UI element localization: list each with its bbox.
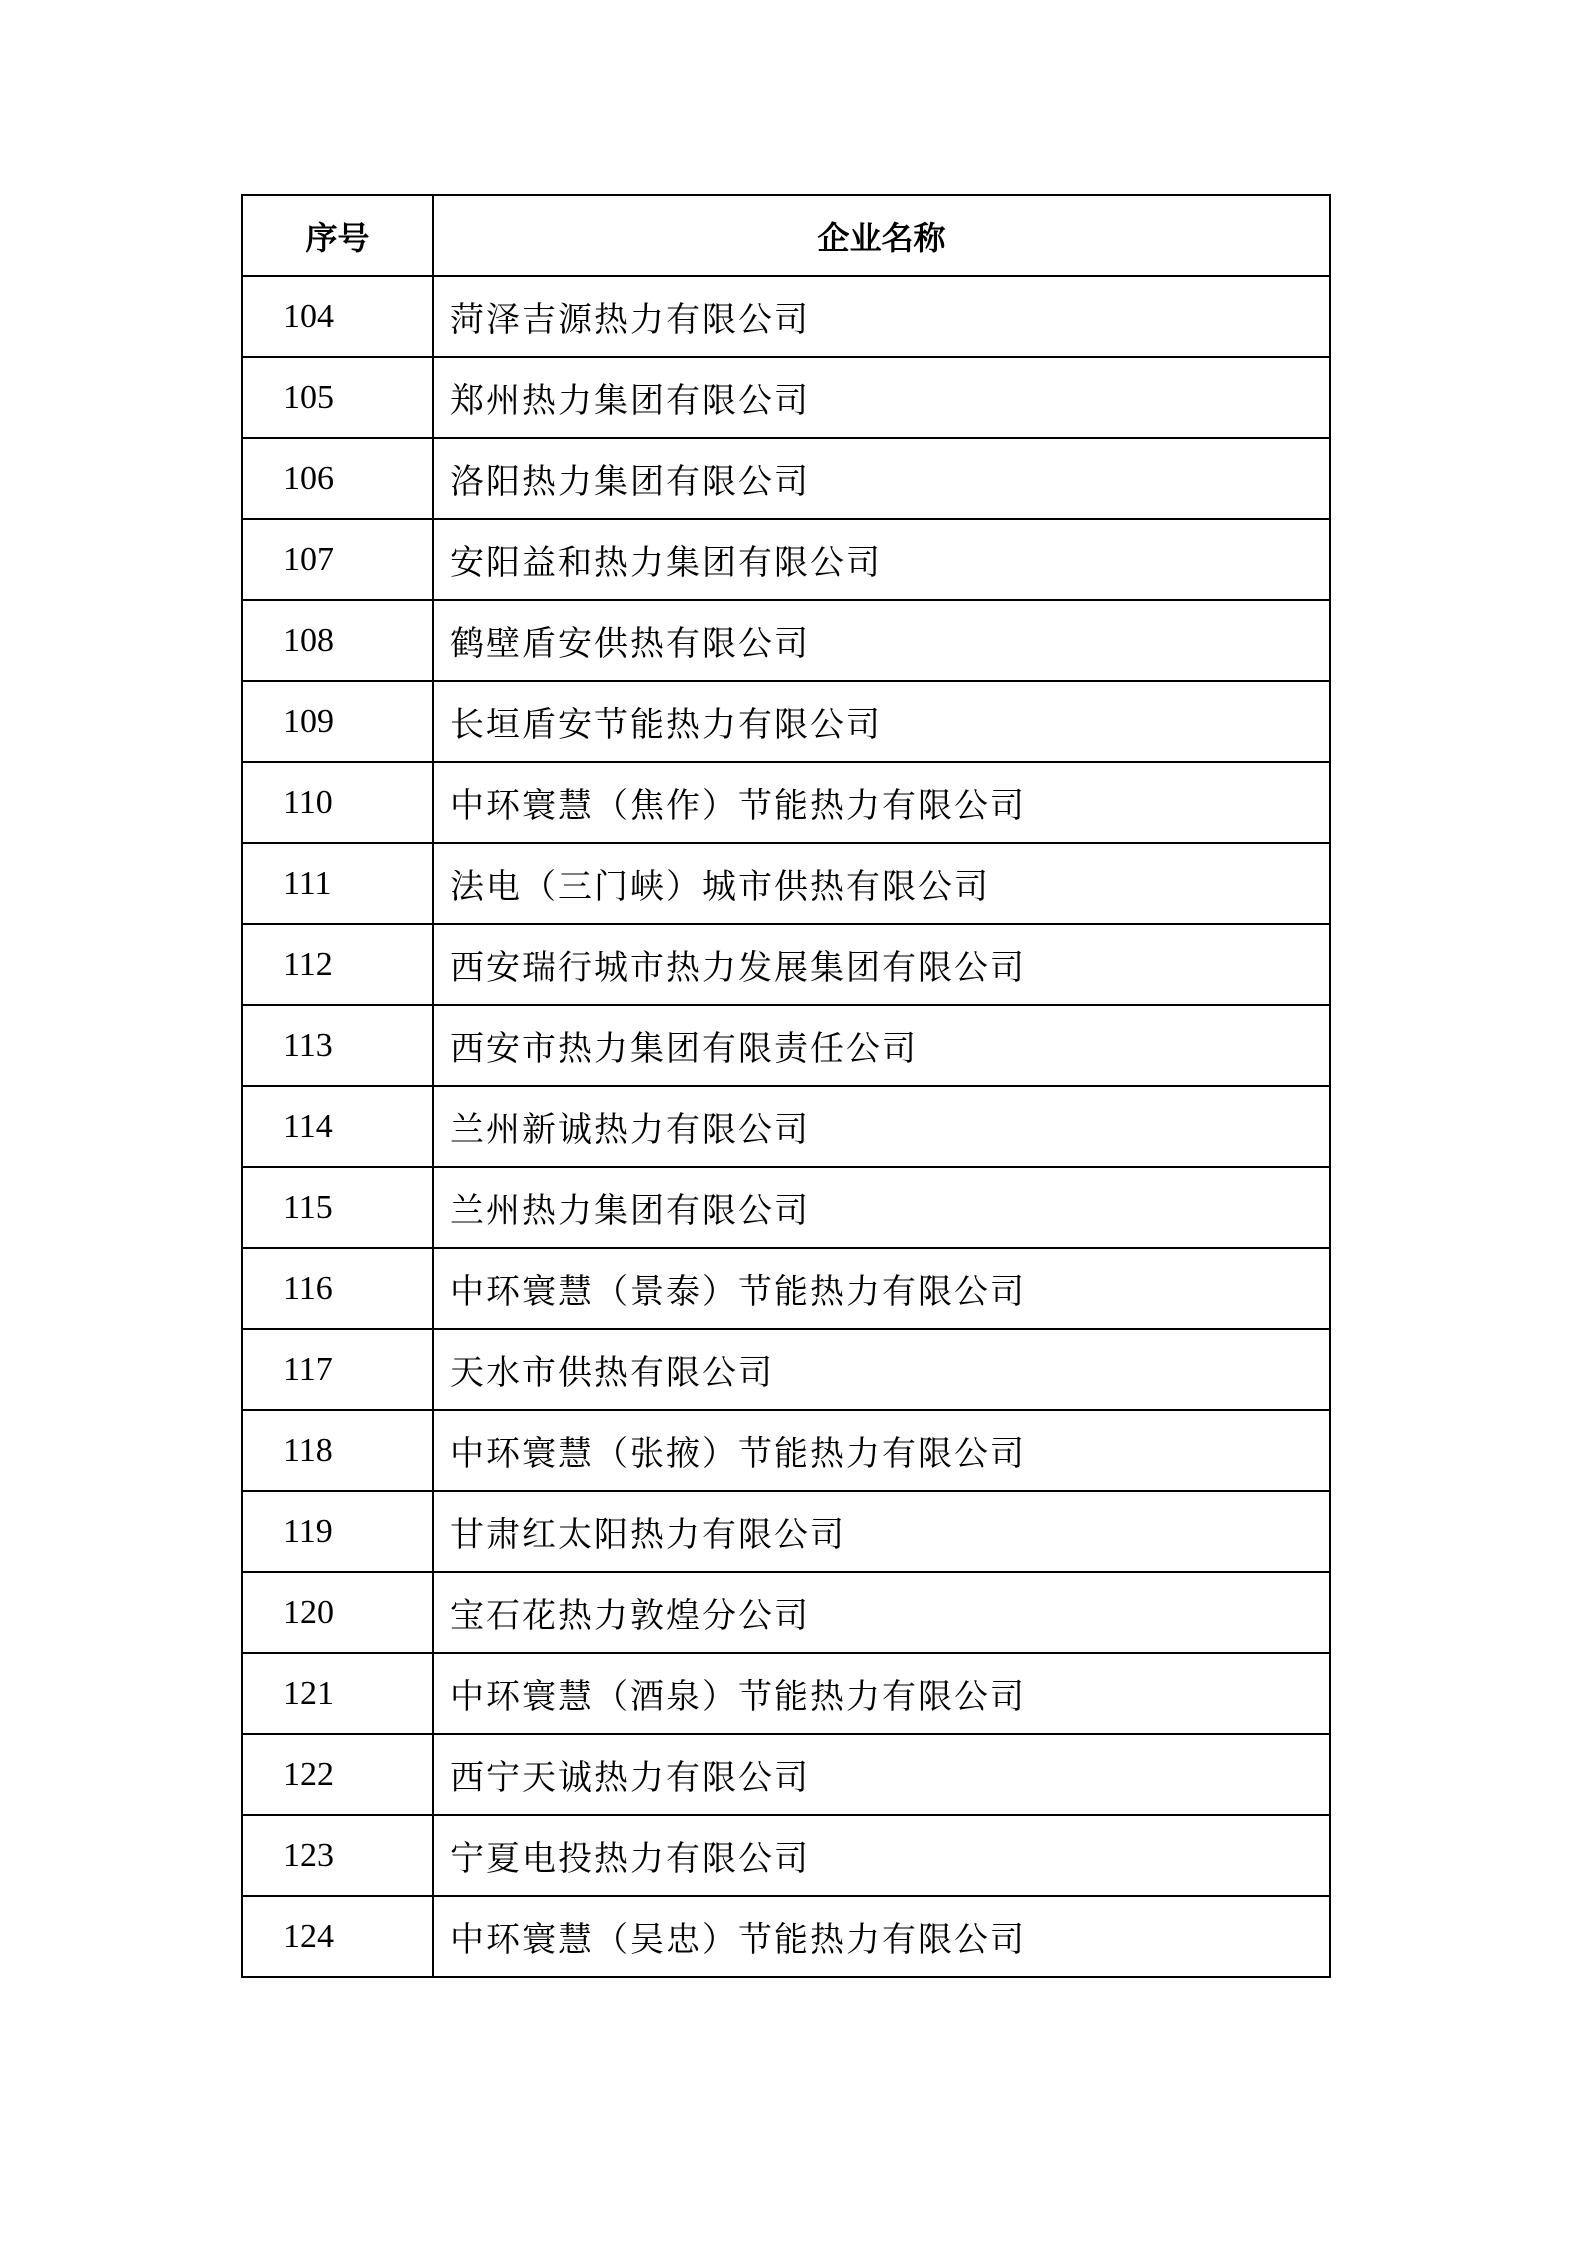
enterprise-name-cell: 宁夏电投热力有限公司 [433, 1815, 1330, 1896]
enterprise-name-cell: 天水市供热有限公司 [433, 1329, 1330, 1410]
table-row [242, 1248, 1330, 1329]
table-row [242, 438, 1330, 519]
table-row [242, 1005, 1330, 1086]
enterprise-table [241, 194, 1331, 1978]
serial-number-cell: 122 [242, 1734, 433, 1815]
table-row [242, 924, 1330, 1005]
table-row [242, 1329, 1330, 1410]
header-serial-number: 序号 [242, 195, 433, 276]
enterprise-name-cell: 兰州热力集团有限公司 [433, 1167, 1330, 1248]
table-row [242, 1734, 1330, 1815]
enterprise-name-cell: 长垣盾安节能热力有限公司 [433, 681, 1330, 762]
enterprise-name-cell: 中环寰慧（张掖）节能热力有限公司 [433, 1410, 1330, 1491]
enterprise-name-cell: 郑州热力集团有限公司 [433, 357, 1330, 438]
table-row [242, 1410, 1330, 1491]
table-row [242, 762, 1330, 843]
enterprise-name-cell: 法电（三门峡）城市供热有限公司 [433, 843, 1330, 924]
enterprise-name-cell: 西宁天诚热力有限公司 [433, 1734, 1330, 1815]
enterprise-name-cell: 洛阳热力集团有限公司 [433, 438, 1330, 519]
serial-number-cell: 123 [242, 1815, 433, 1896]
enterprise-name-cell: 甘肃红太阳热力有限公司 [433, 1491, 1330, 1572]
serial-number-cell: 116 [242, 1248, 433, 1329]
serial-number-cell: 106 [242, 438, 433, 519]
table-header-row [242, 195, 1330, 276]
enterprise-name-cell: 中环寰慧（焦作）节能热力有限公司 [433, 762, 1330, 843]
table-row [242, 1086, 1330, 1167]
serial-number-cell: 118 [242, 1410, 433, 1491]
table-row [242, 1653, 1330, 1734]
serial-number-cell: 104 [242, 276, 433, 357]
serial-number-cell: 120 [242, 1572, 433, 1653]
table-row [242, 1491, 1330, 1572]
enterprise-name-cell: 中环寰慧（酒泉）节能热力有限公司 [433, 1653, 1330, 1734]
serial-number-cell: 112 [242, 924, 433, 1005]
enterprise-name-cell: 安阳益和热力集团有限公司 [433, 519, 1330, 600]
table-row [242, 681, 1330, 762]
serial-number-cell: 110 [242, 762, 433, 843]
enterprise-name-cell: 中环寰慧（吴忠）节能热力有限公司 [433, 1896, 1330, 1977]
enterprise-name-cell: 鹤壁盾安供热有限公司 [433, 600, 1330, 681]
enterprise-name-cell: 西安市热力集团有限责任公司 [433, 1005, 1330, 1086]
table-row [242, 519, 1330, 600]
table-row [242, 1815, 1330, 1896]
serial-number-cell: 107 [242, 519, 433, 600]
serial-number-cell: 105 [242, 357, 433, 438]
header-enterprise-name: 企业名称 [433, 195, 1330, 276]
enterprise-name-cell: 中环寰慧（景泰）节能热力有限公司 [433, 1248, 1330, 1329]
serial-number-cell: 117 [242, 1329, 433, 1410]
serial-number-cell: 119 [242, 1491, 433, 1572]
table-row [242, 843, 1330, 924]
serial-number-cell: 108 [242, 600, 433, 681]
table-row [242, 276, 1330, 357]
table-row [242, 1896, 1330, 1977]
table-row [242, 1572, 1330, 1653]
table-row [242, 1167, 1330, 1248]
serial-number-cell: 121 [242, 1653, 433, 1734]
serial-number-cell: 111 [242, 843, 433, 924]
enterprise-name-cell: 宝石花热力敦煌分公司 [433, 1572, 1330, 1653]
enterprise-name-cell: 西安瑞行城市热力发展集团有限公司 [433, 924, 1330, 1005]
table-row [242, 357, 1330, 438]
table-row [242, 600, 1330, 681]
serial-number-cell: 124 [242, 1896, 433, 1977]
serial-number-cell: 115 [242, 1167, 433, 1248]
enterprise-name-cell: 兰州新诚热力有限公司 [433, 1086, 1330, 1167]
serial-number-cell: 109 [242, 681, 433, 762]
enterprise-name-cell: 菏泽吉源热力有限公司 [433, 276, 1330, 357]
serial-number-cell: 113 [242, 1005, 433, 1086]
serial-number-cell: 114 [242, 1086, 433, 1167]
